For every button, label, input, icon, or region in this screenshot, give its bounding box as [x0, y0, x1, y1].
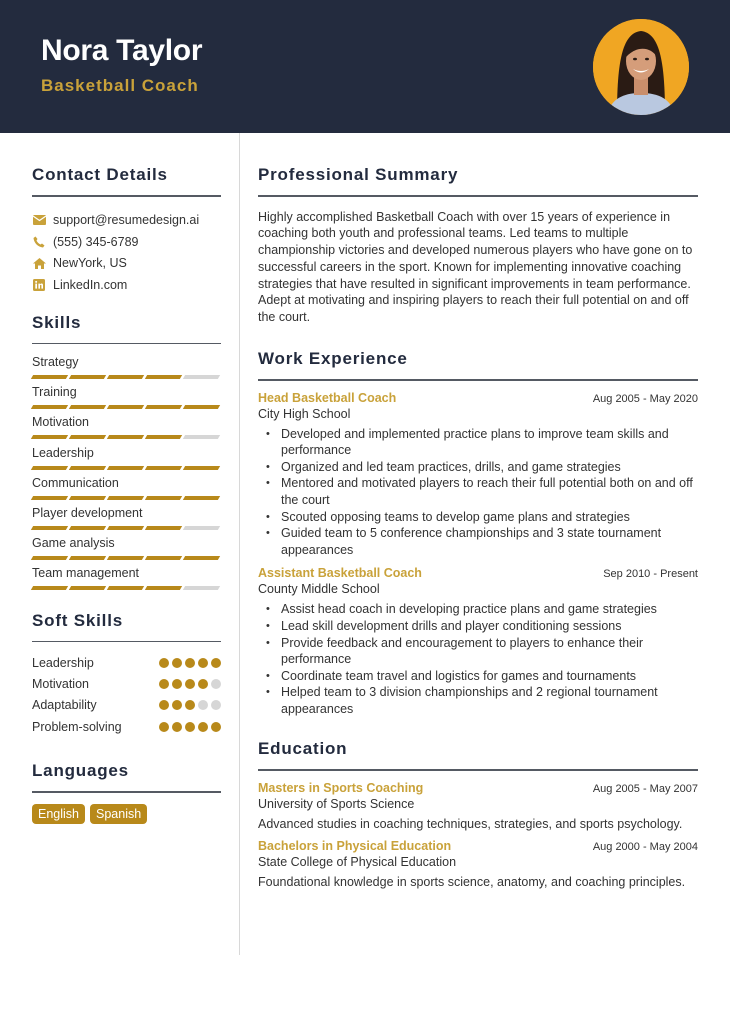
- degree-title: Masters in Sports Coaching: [258, 780, 424, 795]
- contact-email[interactable]: [32, 210, 221, 232]
- bullet-item: • Coordinate team travel and logistics for games and tournaments: [281, 668, 698, 685]
- job-dates: Aug 2005 - May 2020: [592, 392, 698, 405]
- skill-name: Motivation: [32, 415, 89, 430]
- skills-section: [32, 313, 221, 596]
- bullet-item: • Developed and implemented practice plans to improve team skills and performance: [281, 426, 698, 459]
- right-column: [258, 165, 698, 889]
- job-title: Head Basketball Coach: [258, 390, 397, 405]
- contact-location: [32, 253, 221, 275]
- contact-section: [32, 165, 221, 296]
- bullet-item: • Scouted opposing teams to develop game plans and strategies: [281, 509, 698, 526]
- education-dates: Aug 2005 - May 2007: [592, 782, 698, 795]
- job-title: Assistant Basketball Coach: [258, 566, 422, 581]
- skill-name: Communication: [32, 475, 119, 490]
- skill-item: [32, 384, 221, 414]
- section-title: Contact Details: [32, 165, 168, 184]
- bullet-item: • Lead skill development drills and player conditioning sessions: [281, 618, 698, 635]
- bullet-item: • Mentored and motivated players to reach their full potential both on and off the court: [281, 475, 698, 508]
- section-divider: [32, 791, 221, 793]
- contact-text: LinkedIn.com: [53, 277, 128, 292]
- language-badge: English: [32, 804, 85, 824]
- section-title: Education: [258, 739, 348, 759]
- skill-name: Game analysis: [32, 536, 115, 551]
- education-entry: [258, 839, 698, 889]
- section-divider: [32, 343, 221, 345]
- phone-icon: [32, 235, 46, 249]
- summary-section: [258, 165, 698, 326]
- education-section: [258, 739, 698, 889]
- bullet-item: • Guided team to 5 conference championships and 3 state tournament appearances: [281, 525, 698, 558]
- skill-rating-bar: [32, 586, 221, 590]
- skill-name: Team management: [32, 566, 140, 581]
- section-title: Skills: [32, 312, 82, 332]
- skill-rating-bar: [32, 405, 221, 409]
- contact-text: NewYork, US: [53, 256, 127, 271]
- skill-name: Leadership: [32, 445, 94, 460]
- envelope-icon: [32, 213, 46, 227]
- skill-item: [32, 475, 221, 505]
- home-icon: [32, 256, 46, 270]
- section-divider: [32, 195, 221, 197]
- job-organization: City High School: [258, 406, 351, 421]
- bullet-item: • Provide feedback and encouragement to players to enhance their performance: [281, 635, 698, 668]
- column-divider: [239, 133, 240, 955]
- soft-skill-rating-dots: [159, 722, 221, 732]
- soft-skill-rating-dots: [159, 700, 221, 710]
- section-divider: [258, 379, 698, 381]
- skill-item: [32, 535, 221, 565]
- section-title: Professional Summary: [258, 165, 459, 184]
- left-column: [32, 165, 221, 824]
- education-description: Foundational knowledge in sports science, anatomy, and coaching principles.: [258, 874, 686, 889]
- profile-photo-icon: [593, 19, 689, 115]
- soft-skill-rating-dots: [159, 658, 221, 668]
- skill-name: Training: [32, 385, 77, 400]
- summary-text: Highly accomplished Basketball Coach with over 15 years of experience in coaching both youth and professional teams. Led teams to multiple championship victories and developed numerous players who have gone on to successful careers in the sport. Known for implementing innovative coaching strategies that have resulted in significant improvements in team performance. Adept at motivating and inspiring players to reach their full potential on and off the court.: [258, 209, 693, 325]
- contact-linkedin[interactable]: [32, 274, 221, 296]
- candidate-role: Basketball Coach: [41, 76, 199, 95]
- languages-section: [32, 761, 221, 824]
- skill-rating-bar: [32, 375, 221, 379]
- resume-header: [0, 0, 730, 133]
- skill-item: [32, 505, 221, 535]
- section-divider: [258, 769, 698, 771]
- soft-skill-name: Adaptability: [32, 698, 97, 713]
- experience-section: [258, 349, 698, 717]
- soft-skill-item: [32, 695, 221, 716]
- skill-rating-bar: [32, 435, 221, 439]
- degree-title: Bachelors in Physical Education: [258, 838, 452, 853]
- soft-skill-item: [32, 716, 221, 737]
- candidate-name: Nora Taylor: [41, 34, 203, 67]
- section-divider: [258, 195, 698, 197]
- section-title: Work Experience: [258, 349, 408, 369]
- section-divider: [32, 641, 221, 643]
- skill-item: [32, 354, 221, 384]
- soft-skill-name: Problem-solving: [32, 719, 122, 734]
- job-bullets: [258, 601, 698, 717]
- soft-skills-section: [32, 611, 221, 738]
- school-name: State College of Physical Education: [258, 854, 457, 869]
- job-entry: [258, 391, 698, 559]
- job-dates: Sep 2010 - Present: [603, 568, 698, 581]
- job-bullets: [258, 426, 698, 559]
- education-entry: [258, 781, 698, 831]
- job-organization: County Middle School: [258, 582, 380, 597]
- contact-text: support@resumedesign.ai: [53, 213, 200, 228]
- skill-rating-bar: [32, 496, 221, 500]
- soft-skill-item: [32, 673, 221, 694]
- skill-rating-bar: [32, 466, 221, 470]
- school-name: University of Sports Science: [258, 796, 415, 811]
- skill-rating-bar: [32, 556, 221, 560]
- soft-skill-name: Motivation: [32, 676, 89, 691]
- bullet-item: • Helped team to 3 division championships and 2 regional tournament appearances: [281, 684, 698, 717]
- bullet-item: • Assist head coach in developing practice plans and game strategies: [281, 601, 698, 618]
- education-description: Advanced studies in coaching techniques, strategies, and sports psychology.: [258, 816, 683, 831]
- linkedin-icon: [32, 278, 46, 292]
- skill-name: Player development: [32, 505, 143, 520]
- skill-rating-bar: [32, 526, 221, 530]
- contact-phone[interactable]: [32, 231, 221, 253]
- skill-item: [32, 414, 221, 444]
- education-dates: Aug 2000 - May 2004: [592, 840, 698, 853]
- skill-item: [32, 565, 221, 595]
- contact-text: (555) 345-6789: [53, 234, 139, 249]
- section-title: Soft Skills: [32, 610, 123, 630]
- job-entry: [258, 566, 698, 717]
- skill-name: Strategy: [32, 355, 79, 369]
- soft-skill-rating-dots: [159, 679, 221, 689]
- bullet-item: • Organized and led team practices, drills, and game strategies: [281, 459, 698, 476]
- language-badge: Spanish: [90, 804, 147, 824]
- soft-skill-item: [32, 652, 221, 673]
- avatar: [593, 19, 689, 115]
- skill-item: [32, 445, 221, 475]
- section-title: Languages: [32, 761, 129, 781]
- soft-skill-name: Leadership: [32, 655, 94, 670]
